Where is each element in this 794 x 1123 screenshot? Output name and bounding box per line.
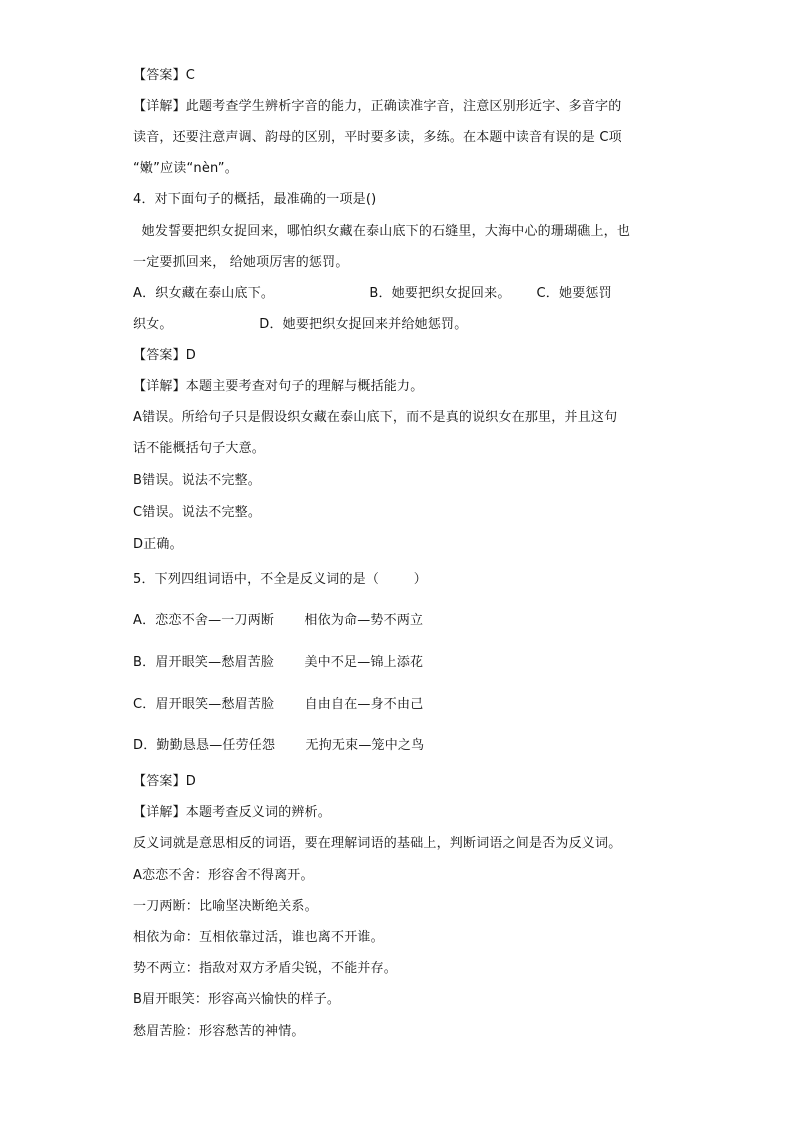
- answer-label-q3: 【答案】C: [133, 68, 196, 83]
- explanation-q5-intro: 【详解】本题考查反义词的辨析。: [133, 805, 332, 820]
- question-5-stem: 5．下列四组词语中，不全是反义词的是（ ）: [133, 572, 427, 587]
- explanation-q5-term-3: 相依为命：互相依靠过活，谁也离不开谁。: [133, 930, 384, 945]
- explanation-q4-a-line2: 话不能概括句子大意。: [133, 441, 266, 456]
- explanation-q5-term-4: 势不两立：指敌对双方矛盾尖锐，不能并存。: [133, 961, 398, 976]
- explanation-q4-intro: 【详解】本题主要考查对句子的理解与概括能力。: [133, 379, 424, 394]
- question-5-option-d: D．勤勤恳恳—任劳任怨 无拘无束—笼中之鸟: [133, 738, 425, 753]
- question-5-option-a: A．恋恋不舍—一刀两断 相依为命—势不两立: [133, 613, 424, 628]
- question-4-passage-line2: 一定要抓回来， 给她项厉害的惩罚。: [133, 255, 349, 270]
- explanation-q4-b: B错误。说法不完整。: [133, 473, 261, 488]
- explanation-q5-definition: 反义词就是意思相反的词语，要在理解词语的基础上，判断词语之间是否为反义词。: [133, 836, 622, 851]
- explanation-q3-line2: 读音，还要注意声调、韵母的区别，平时要多读，多练。在本题中读音有误的是 C项: [133, 130, 622, 145]
- explanation-q5-term-1: A恋恋不舍：形容舍不得离开。: [133, 868, 314, 883]
- explanation-q3-line1: 【详解】此题考查学生辨析字音的能力，正确读准字音，注意区别形近字、多音字的: [133, 99, 622, 114]
- question-5-option-b: B．眉开眼笑—愁眉苦脸 美中不足—锦上添花: [133, 655, 424, 670]
- explanation-q5-term-5: B眉开眼笑：形容高兴愉快的样子。: [133, 992, 341, 1007]
- answer-label-q5: 【答案】D: [133, 774, 197, 789]
- explanation-q5-term-6: 愁眉苦脸：形容愁苦的神情。: [133, 1024, 305, 1039]
- question-4-stem: 4．对下面句子的概括，最准确的一项是(): [133, 192, 377, 207]
- explanation-q4-d: D正确。: [133, 537, 183, 552]
- question-4-passage-line1: 她发誓要把织女捉回来，哪怕织女藏在泰山底下的石缝里，大海中心的珊瑚礁上，也: [133, 224, 631, 239]
- answer-label-q4: 【答案】D: [133, 348, 197, 363]
- question-5-option-c: C．眉开眼笑—愁眉苦脸 自由自在—身不由己: [133, 697, 424, 712]
- explanation-q5-term-2: 一刀两断：比喻坚决断绝关系。: [133, 899, 318, 914]
- explanation-q3-line3: “嫩”应读“nèn”。: [133, 161, 238, 176]
- question-4-options-line1: A．织女藏在泰山底下。 B．她要把织女捉回来。 C．她要惩罚: [133, 286, 612, 301]
- question-4-options-line2: 织女。 D．她要把织女捉回来并给她惩罚。: [133, 317, 468, 332]
- explanation-q4-c: C错误。说法不完整。: [133, 505, 262, 520]
- explanation-q4-a-line1: A错误。所给句子只是假设织女藏在泰山底下，而不是真的说织女在那里，并且这句: [133, 410, 618, 425]
